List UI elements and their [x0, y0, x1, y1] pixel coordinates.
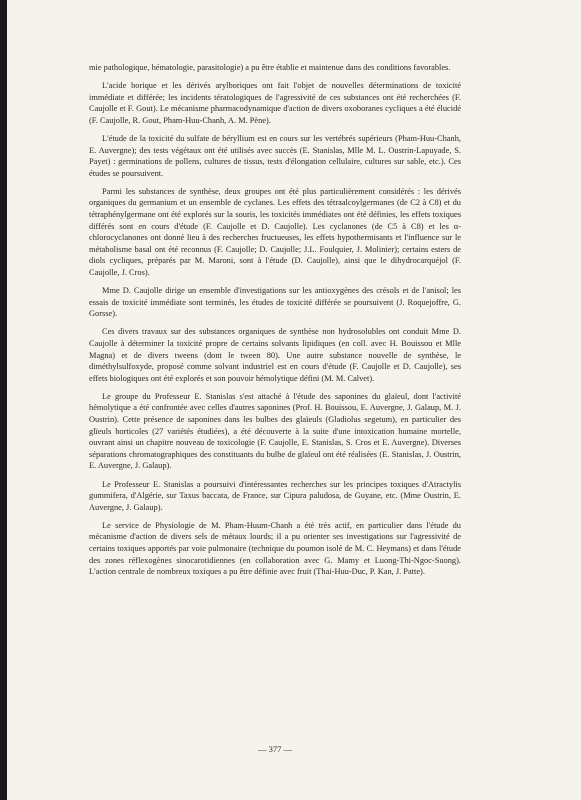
- paragraph: L'étude de la toxicité du sulfate de béryllium est en cours sur les vertébrés supérieurs (Pham-Huu-Chanh, E. Auvergne); des tests végétaux ont été utilisés avec succès (E. Stanislas, Mlle M. L. Oustrin-Lapuyade, S. Payet) : germinations de pollens, cultures de tissus, tests d'élongation cellulaire, cultures sur sable, etc.). Ces études se poursuivent.: [89, 133, 461, 178]
- body-text: [89, 62, 461, 584]
- paragraph: Le groupe du Professeur E. Stanislas s'est attaché à l'étude des saponines du glaïeul, dont l'activité hémolytique a été confrontée avec celles d'autres saponines (Prof. H. Bouissou, E. Auvergne, J. Galaup, M. J. Oustrin). Cette présence de saponines dans les bulbes des glaïeuls (Gladiolus segetum), en particulier des glïeuls horticoles (27 variétés étudiées), a été découverte à la suite d'une intoxication humaine mortelle, ouvrant ainsi un chapitre nouveau de toxicologie (F. Caujolle, E. Stanislas, S. Cros et E. Auvergne). Diverses séparations chromatographiques des constituants du bulbe de glaïeul ont été réalisées (E. Stanislas, J. Oustrin, E. Auvergne, J. Galaup).: [89, 391, 461, 471]
- paragraph: Le service de Physiologie de M. Pham-Huum-Chanh a été très actif, en particulier dans l'étude du mécanisme d'action de divers sels de métaux lourds; il a pu orienter ses investigations sur l'agressivité de certains toxiques apportés par voie pulmonaire (technique du poumon isolé de M. C. Heymans) et dans l'étude des zones réflexogènes sinocarotidiennes (en collaboration avec G. Mamy et Luong-Thi-Ngoc-Suong). L'action centrale de nombreux toxiques a pu être définie avec fruit (Thai-Huu-Duc, P. Kan, J. Patte).: [89, 520, 461, 577]
- paragraph: mie pathologique, hématologie, parasitologie) a pu être établie et maintenue dans des conditions favorables.: [89, 63, 451, 72]
- paragraph: Mme D. Caujolle dirige un ensemble d'investigations sur les antioxygènes des crésols et de l'anisol; les essais de toxicité immédiate sont terminés, les études de toxicité différée se poursuivent (J. Roquejoffre, G. Gorsse).: [89, 286, 461, 319]
- paragraph: Le Professeur E. Stanislas a poursuivi d'intéressantes recherches sur les principes toxiques d'Atractylis gummifera, d'Algérie, sur Taxus baccata, de France, sur Cipura paludosa, de Guyane, etc. (Mme Oustrin, E. Auvergne, J. Galaup).: [89, 479, 461, 512]
- paragraph: L'acide borique et les dérivés arylboriques ont fait l'objet de nouvelles déterminations de toxicité immédiate et différée; les incidents tératologiques de l'agressivité de ces substances ont été recherchées (F. Caujolle et F. Gout). Le mécanisme pharmacodynamique d'action de divers oxoboranes cycliques a été élucidé (F. Caujolle, R. Gout, Pham-Huu-Chanh, A. M. Pène).: [89, 81, 461, 125]
- page-number: — 377 —: [258, 744, 292, 754]
- document-page: [7, 0, 581, 800]
- paragraph: Parmi les substances de synthèse, deux groupes ont été plus particulièrement considérés : les dérivés organiques du germanium et un ensemble de cyclanes. Les effets des tétraalcoylgermanes (de C2 à C8) et du tétraphénylgermane ont été explorés sur la souris, les toxicités immédiates ont été définies, les effets toxiques différés sont en cours d'étude (F. Caujolle et D. Caujolle). Les cyclanones (de C5 à C8) et les α-chlorocyclanones ont donné lieu à des recherches fructueuses, les effets hypothermisants et l'influence sur le métabolisme basal ont été reconnus (F. Caujolle; D. Caujolle; J.L. Foulquier, J. Molinier); certains esters de diols cycliques, préparés par M. Maroni, sont à l'étude (D. Caujolle), ainsi que le dihydrocarquéjol (F. Caujolle, J. Cros).: [89, 186, 461, 277]
- paragraph: Ces divers travaux sur des substances organiques de synthèse non hydrosolubles ont conduit Mme D. Caujolle à déterminer la toxicité propre de certains solvants lipidiques (en coll. avec H. Bouissou et Mlle Magna) et de divers tweens (dont le tween 80). Une autre substance nouvelle de synthèse, le diméthylsulfoxyde, proposé comme solvant industriel est en cours d'étude (F. Caujolle et D. Caujolle), ses effets biologiques ont été explorés et son pouvoir hémolytique défini (M. M. Calvet).: [89, 327, 461, 383]
